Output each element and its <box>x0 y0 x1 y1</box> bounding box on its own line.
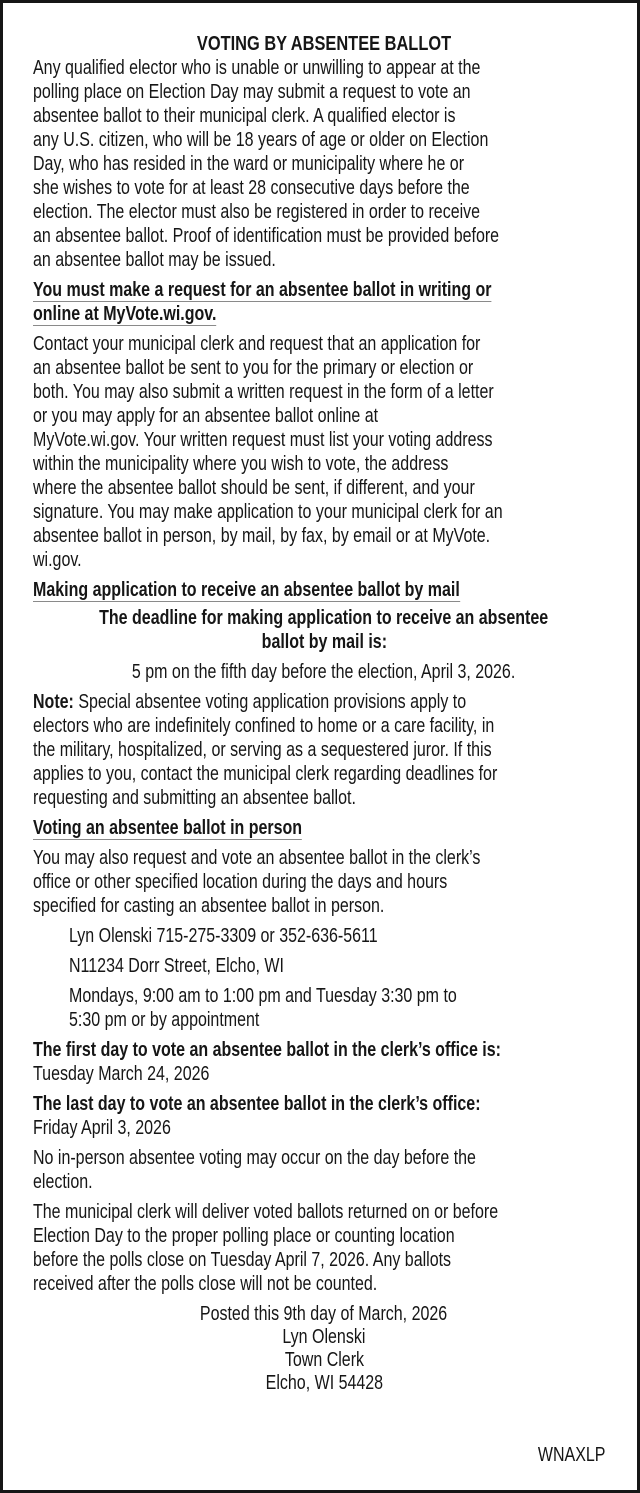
text-line-content: You may also request and vote an absentee ballot in the clerk’s <box>33 847 481 869</box>
text-line-content: applies to you, contact the municipal clerk regarding deadlines for <box>33 763 498 785</box>
last-day <box>33 1092 615 1140</box>
text-line <box>33 104 615 128</box>
clerk-address <box>33 954 615 978</box>
text-line <box>69 924 615 948</box>
text-line-content: within the municipality where you wish to vote, the address <box>33 453 449 475</box>
text-line-content: an absentee ballot may be issued. <box>33 249 276 271</box>
text-line-content: Special absentee voting application provisions apply to <box>73 691 467 713</box>
text-line <box>33 1146 615 1170</box>
text-line <box>33 690 615 714</box>
section-heading-mail <box>33 578 615 602</box>
heading-line <box>33 278 615 302</box>
heading-line-content: Voting an absentee ballot in person <box>33 817 303 839</box>
text-line-content: an absentee ballot be sent to you for the primary or election or <box>33 357 474 379</box>
text-line-content: Day, who has resided in the ward or municipality where he or <box>33 153 465 175</box>
text-line-content: Contact your municipal clerk and request that an application for <box>33 333 481 355</box>
text-line <box>33 380 615 404</box>
first-day-label: The first day to vote an absentee ballot in the clerk’s office is: <box>33 1039 501 1061</box>
text-line-content: No in-person absentee voting may occur on the day before the <box>33 1147 476 1169</box>
last-day-value: Friday April 3, 2026 <box>33 1117 171 1139</box>
text-line-content: The municipal clerk will deliver voted ballots returned on or before <box>33 1201 499 1223</box>
no-in-person-paragraph <box>33 1146 615 1194</box>
text-line-content: polling place on Election Day may submit a request to vote an <box>33 81 471 103</box>
signer-name <box>33 1325 615 1348</box>
text-line <box>33 152 615 176</box>
text-line <box>33 332 615 356</box>
text-line <box>33 1062 615 1086</box>
text-line-content: received after the polls close will not be counted. <box>33 1273 378 1295</box>
text-line-content: election. <box>33 1171 93 1193</box>
text-line <box>33 500 615 524</box>
text-line <box>33 452 615 476</box>
clerk-hours <box>33 984 615 1032</box>
deadline-heading <box>33 606 615 654</box>
text-line-content: absentee ballot to their municipal clerk. A qualified elector is <box>33 105 456 127</box>
in-person-paragraph <box>33 846 615 918</box>
text-line-content: requesting and submitting an absentee ballot. <box>33 787 356 809</box>
text-line-content: MyVote.wi.gov. Your written request must list your voting address <box>33 429 493 451</box>
text-line <box>33 248 615 272</box>
section-heading-request <box>33 278 615 326</box>
text-line-content: 5 pm on the fifth day before the election, April 3, 2026. <box>132 661 516 683</box>
text-line <box>33 1224 615 1248</box>
signer-role-text: Town Clerk <box>284 1349 364 1371</box>
signer-name-text: Lyn Olenski <box>282 1326 366 1348</box>
text-line-content: Mondays, 9:00 am to 1:00 pm and Tuesday 3:30 pm to <box>69 985 457 1007</box>
text-line-content: election. The elector must also be registered in order to receive <box>33 201 481 223</box>
intro-paragraph <box>33 56 615 272</box>
text-line <box>33 606 615 630</box>
clerk-contact <box>33 924 615 948</box>
text-line <box>33 660 615 684</box>
request-paragraph <box>33 332 615 572</box>
text-line <box>33 786 615 810</box>
text-line <box>69 984 615 1008</box>
text-line <box>33 428 615 452</box>
text-line-content: or you may apply for an absentee ballot online at <box>33 405 379 427</box>
note-paragraph <box>33 690 615 810</box>
text-line-content: N11234 Dorr Street, Elcho, WI <box>69 955 284 977</box>
posted-date <box>33 1302 615 1325</box>
text-line <box>33 714 615 738</box>
delivery-paragraph <box>33 1200 615 1296</box>
text-line <box>33 80 615 104</box>
text-line <box>33 128 615 152</box>
text-line-content: Any qualified elector who is unable or unwilling to appear at the <box>33 57 481 79</box>
heading-line <box>33 816 615 840</box>
text-line-content: any U.S. citizen, who will be 18 years of age or older on Election <box>33 129 489 151</box>
text-line-content: signature. You may make application to your municipal clerk for an <box>33 501 503 523</box>
note-label: Note: <box>33 691 74 713</box>
notice-title-text: VOTING BY ABSENTEE BALLOT <box>196 33 452 55</box>
heading-line-content: online at MyVote.wi.gov. <box>33 303 217 325</box>
text-line-content: wi.gov. <box>33 549 82 571</box>
text-line <box>33 200 615 224</box>
first-day <box>33 1038 615 1086</box>
ad-code-text: WNAXLP <box>537 1444 605 1466</box>
text-line-content: electors who are indefinitely confined to home or a care facility, in <box>33 715 495 737</box>
text-line <box>69 1008 615 1032</box>
text-line <box>33 1248 615 1272</box>
text-line-content: an absentee ballot. Proof of identification must be provided before <box>33 225 500 247</box>
text-line <box>33 1272 615 1296</box>
first-day-value: Tuesday March 24, 2026 <box>33 1063 210 1085</box>
heading-line-content: You must make a request for an absentee ballot in writing or <box>33 279 492 301</box>
text-line <box>33 762 615 786</box>
signer-location-text: Elcho, WI 54428 <box>265 1372 383 1394</box>
last-day-label: The last day to vote an absentee ballot in the clerk’s office: <box>33 1093 481 1115</box>
text-line-content: where the absentee ballot should be sent, if different, and your <box>33 477 475 499</box>
posted-date-text: Posted this 9th day of March, 2026 <box>200 1303 448 1325</box>
text-line-content: before the polls close on Tuesday April 7, 2026. Any ballots <box>33 1249 452 1271</box>
text-line <box>33 870 615 894</box>
text-line <box>33 738 615 762</box>
heading-line-content: Making application to receive an absentee ballot by mail <box>33 579 460 601</box>
text-line <box>33 1116 615 1140</box>
text-line-content: she wishes to vote for at least 28 consecutive days before the <box>33 177 470 199</box>
text-line <box>33 1092 615 1116</box>
notice-title <box>33 32 615 56</box>
text-line-content: office or other specified location during the days and hours <box>33 871 448 893</box>
legal-notice-content <box>33 32 615 1394</box>
text-line <box>33 404 615 428</box>
text-line-content: both. You may also submit a written request in the form of a letter <box>33 381 494 403</box>
text-line <box>33 846 615 870</box>
text-line <box>33 1170 615 1194</box>
text-line <box>33 476 615 500</box>
signer-location <box>33 1371 615 1394</box>
heading-line <box>33 302 615 326</box>
text-line <box>69 954 615 978</box>
section-heading-in-person <box>33 816 615 840</box>
text-line <box>33 524 615 548</box>
signature-block <box>33 1302 615 1394</box>
text-line-content: absentee ballot in person, by mail, by fax, by email or at MyVote. <box>33 525 491 547</box>
text-line <box>33 176 615 200</box>
text-line-content: Lyn Olenski 715-275-3309 or 352-636-5611 <box>69 925 378 947</box>
text-line <box>33 224 615 248</box>
text-line <box>33 548 615 572</box>
heading-line <box>33 578 615 602</box>
signer-role <box>33 1348 615 1371</box>
text-line-content: ballot by mail is: <box>261 631 387 653</box>
text-line-content: 5:30 pm or by appointment <box>69 1009 260 1031</box>
text-line-content: The deadline for making application to receive an absentee <box>99 607 549 629</box>
text-line <box>33 1200 615 1224</box>
text-line <box>33 56 615 80</box>
text-line <box>33 894 615 918</box>
text-line <box>33 356 615 380</box>
text-line-content: the military, hospitalized, or serving as a sequestered juror. If this <box>33 739 492 761</box>
ad-code <box>521 1444 605 1467</box>
deadline-value <box>33 660 615 684</box>
text-line <box>33 1038 615 1062</box>
text-line <box>33 630 615 654</box>
text-line-content: Election Day to the proper polling place or counting location <box>33 1225 455 1247</box>
text-line-content: specified for casting an absentee ballot in person. <box>33 895 385 917</box>
